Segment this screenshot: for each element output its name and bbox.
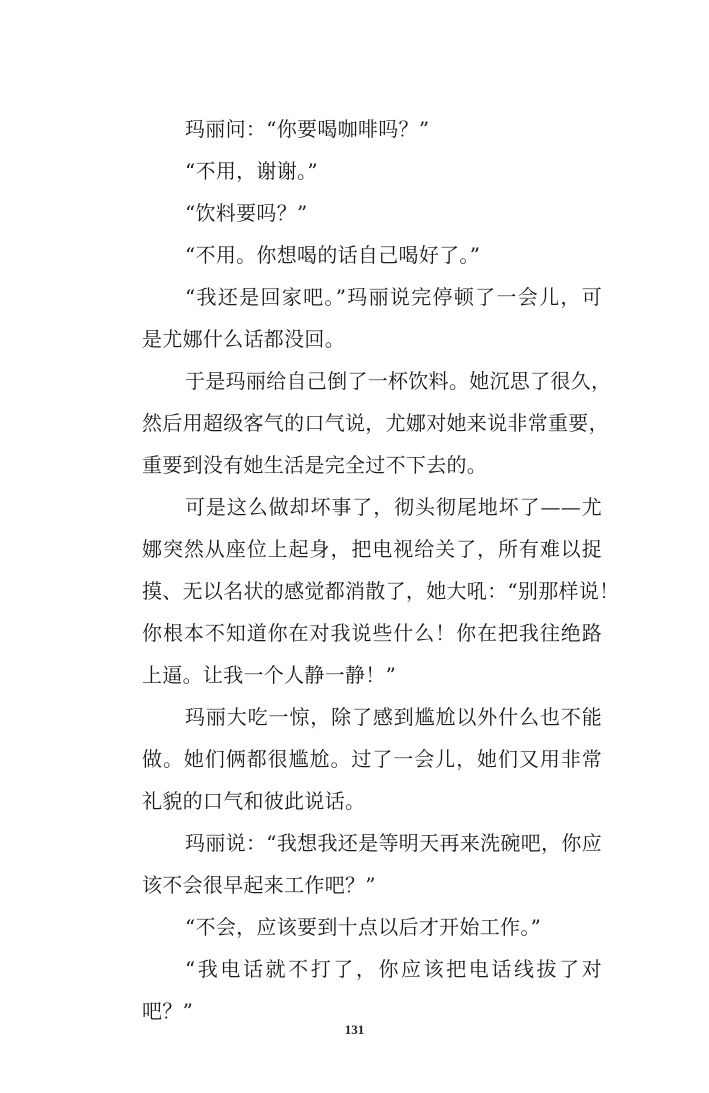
text-line: 玛丽问：“你要喝咖啡吗？” [185,117,430,141]
text-line: 你根本不知道你在对我说些什么！你在把我往绝路 [142,621,602,645]
text-line: “我还是回家吧。”玛丽说完停顿了一会儿，可 [185,285,602,309]
page-number: 131 [344,1022,365,1037]
text-line: “饮料要吗？” [185,201,308,225]
text-line: “不用，谢谢。” [185,159,318,183]
text-line: 娜突然从座位上起身，把电视给关了，所有难以捉 [142,537,602,561]
text-line: 该不会很早起来工作吧？” [142,873,376,897]
text-line: “不用。你想喝的话自己喝好了。” [185,243,481,267]
text-line: 于是玛丽给自己倒了一杯饮料。她沉思了很久， [185,369,612,393]
text-line: 吧？” [142,999,194,1023]
text-line: 玛丽大吃一惊，除了感到尴尬以外什么也不能 [185,705,602,729]
text-line: 摸、无以名状的感觉都消散了，她大吼：“别那样说！ [142,579,620,603]
text-line: 然后用超级客气的口气说，尤娜对她来说非常重要， [142,411,609,435]
body-text [142,108,620,1032]
text-line: 重要到没有她生活是完全过不下去的。 [142,453,488,477]
text-line: “不会，应该要到十点以后才开始工作。” [185,915,542,939]
text-line: “我电话就不打了，你应该把电话线拔了对 [185,957,602,981]
text-line: 可是这么做却坏事了，彻头彻尾地坏了——尤 [185,495,602,519]
text-line: 礼貌的口气和彼此说话。 [142,789,366,813]
text-line: 是尤娜什么话都没回。 [142,327,345,351]
text-line: 玛丽说：“我想我还是等明天再来洗碗吧，你应 [185,831,602,855]
text-line: 上逼。让我一个人静一静！” [142,663,397,687]
text-line: 做。她们俩都很尴尬。过了一会儿，她们又用非常 [142,747,602,771]
